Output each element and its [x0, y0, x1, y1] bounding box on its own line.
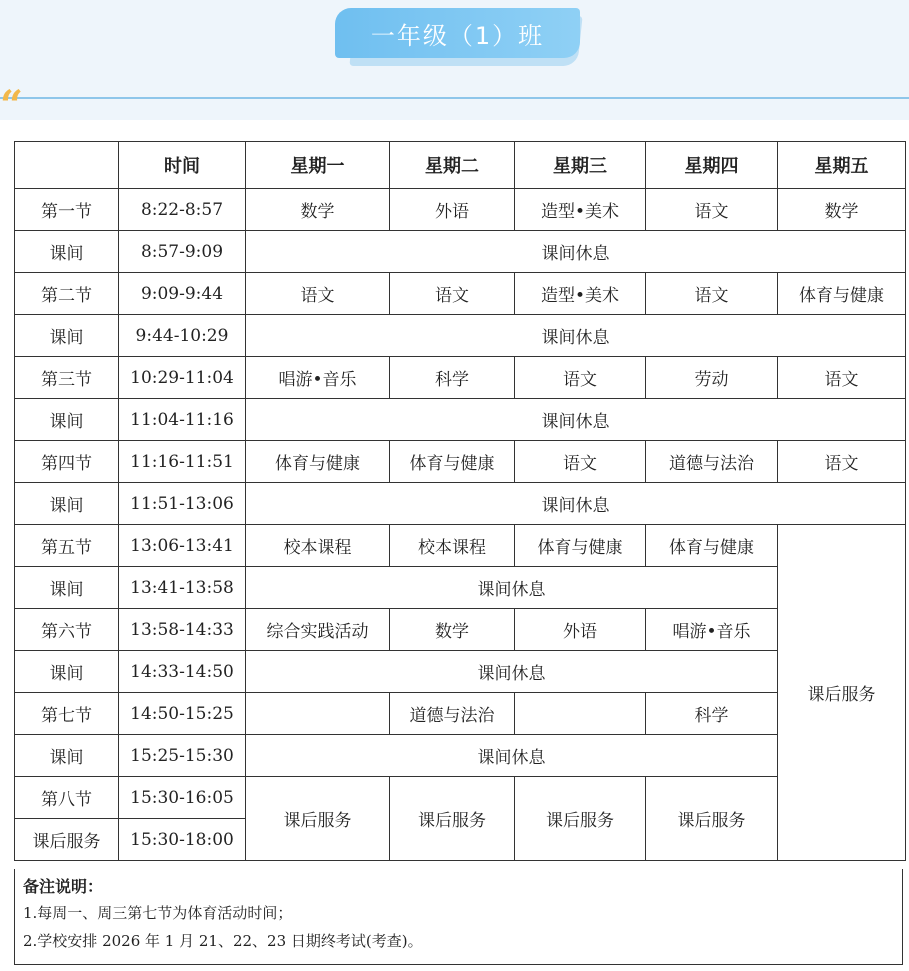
after-school-cell: 课后服务: [246, 777, 390, 861]
subject-cell: 数学: [778, 189, 906, 231]
subject-cell: 科学: [390, 357, 515, 399]
period-row: [15, 525, 906, 567]
break-label: 课间: [15, 231, 119, 273]
after-school-cell: 课后服务: [646, 777, 778, 861]
break-cell: 课间休息: [246, 231, 906, 273]
subject-cell: 唱游•音乐: [246, 357, 390, 399]
day-header: 星期二: [390, 142, 515, 189]
subject-cell: 道德与法治: [646, 441, 778, 483]
break-row: [15, 651, 906, 693]
break-label: 课间: [15, 315, 119, 357]
period-row: [15, 273, 906, 315]
subject-cell: 科学: [646, 693, 778, 735]
break-row: [15, 231, 906, 273]
day-header: 星期三: [515, 142, 646, 189]
period-label: 第一节: [15, 189, 119, 231]
period-row: [15, 441, 906, 483]
break-cell: 课间休息: [246, 567, 778, 609]
break-label: 课间: [15, 735, 119, 777]
subject-cell: 语文: [646, 273, 778, 315]
period-label: 第六节: [15, 609, 119, 651]
period-row: [15, 777, 906, 819]
break-label: 课间: [15, 651, 119, 693]
subject-cell: 语文: [246, 273, 390, 315]
break-cell: 课间休息: [246, 399, 906, 441]
subject-cell: 劳动: [646, 357, 778, 399]
period-label: 课后服务: [15, 819, 119, 861]
period-label: 第三节: [15, 357, 119, 399]
after-school-cell: 课后服务: [515, 777, 646, 861]
subject-cell: 校本课程: [390, 525, 515, 567]
notes-section: [14, 869, 903, 965]
subject-cell: 体育与健康: [515, 525, 646, 567]
period-time: 11:16-11:51: [119, 441, 246, 483]
period-time: 10:29-11:04: [119, 357, 246, 399]
break-cell: 课间休息: [246, 315, 906, 357]
subject-cell: 语文: [390, 273, 515, 315]
subject-cell: 道德与法治: [390, 693, 515, 735]
subject-cell: 体育与健康: [246, 441, 390, 483]
day-header: 星期五: [778, 142, 906, 189]
subject-cell: 体育与健康: [646, 525, 778, 567]
break-row: [15, 399, 906, 441]
break-time: 9:44-10:29: [119, 315, 246, 357]
subject-cell: [246, 693, 390, 735]
subject-cell: 造型•美术: [515, 273, 646, 315]
period-time: 13:06-13:41: [119, 525, 246, 567]
subject-cell: 语文: [778, 441, 906, 483]
period-label: 第七节: [15, 693, 119, 735]
subject-cell: [515, 693, 646, 735]
break-cell: 课间休息: [246, 483, 906, 525]
notes-title: 备注说明：: [23, 877, 104, 896]
subject-cell: 体育与健康: [390, 441, 515, 483]
subject-cell: 语文: [778, 357, 906, 399]
period-label: 第五节: [15, 525, 119, 567]
after-school-cell: 课后服务: [390, 777, 515, 861]
break-row: [15, 483, 906, 525]
subject-cell: 语文: [515, 357, 646, 399]
period-row: [15, 693, 906, 735]
break-label: 课间: [15, 483, 119, 525]
timetable: [14, 141, 906, 861]
friday-after-school-cell: 课后服务: [778, 525, 906, 861]
subject-cell: 唱游•音乐: [646, 609, 778, 651]
subject-cell: 外语: [515, 609, 646, 651]
break-time: 14:33-14:50: [119, 651, 246, 693]
subject-cell: 校本课程: [246, 525, 390, 567]
break-label: 课间: [15, 567, 119, 609]
break-label: 课间: [15, 399, 119, 441]
subject-cell: 综合实践活动: [246, 609, 390, 651]
quote-icon: “: [0, 82, 24, 129]
subject-cell: 数学: [390, 609, 515, 651]
period-row: [15, 189, 906, 231]
break-row: [15, 735, 906, 777]
subject-cell: 语文: [646, 189, 778, 231]
break-time: 13:41-13:58: [119, 567, 246, 609]
day-header: 星期一: [246, 142, 390, 189]
subject-cell: 外语: [390, 189, 515, 231]
period-label: 第八节: [15, 777, 119, 819]
break-row: [15, 315, 906, 357]
break-time: 11:51-13:06: [119, 483, 246, 525]
subject-cell: 造型•美术: [515, 189, 646, 231]
break-time: 15:25-15:30: [119, 735, 246, 777]
period-time: 15:30-16:05: [119, 777, 246, 819]
subject-cell: 数学: [246, 189, 390, 231]
corner-cell: [15, 142, 119, 189]
period-label: 第四节: [15, 441, 119, 483]
period-time: 9:09-9:44: [119, 273, 246, 315]
period-row: [15, 609, 906, 651]
note-line: 2.学校安排 2026 年 1 月 21、22、23 日期终考试(考查)。: [23, 932, 423, 950]
period-label: 第二节: [15, 273, 119, 315]
header-row: [15, 142, 906, 189]
break-cell: 课间休息: [246, 735, 778, 777]
subject-cell: 语文: [515, 441, 646, 483]
period-time: 15:30-18:00: [119, 819, 246, 861]
note-line: 1.每周一、周三第七节为体育活动时间；: [23, 904, 293, 922]
period-time: 14:50-15:25: [119, 693, 246, 735]
break-row: [15, 567, 906, 609]
break-time: 11:04-11:16: [119, 399, 246, 441]
time-header: 时间: [119, 142, 246, 189]
break-cell: 课间休息: [246, 651, 778, 693]
header-divider: [0, 97, 909, 99]
period-row: [15, 357, 906, 399]
period-time: 13:58-14:33: [119, 609, 246, 651]
day-header: 星期四: [646, 142, 778, 189]
subject-cell: 体育与健康: [778, 273, 906, 315]
period-time: 8:22-8:57: [119, 189, 246, 231]
break-time: 8:57-9:09: [119, 231, 246, 273]
class-title: 一年级（1）班: [335, 8, 580, 58]
